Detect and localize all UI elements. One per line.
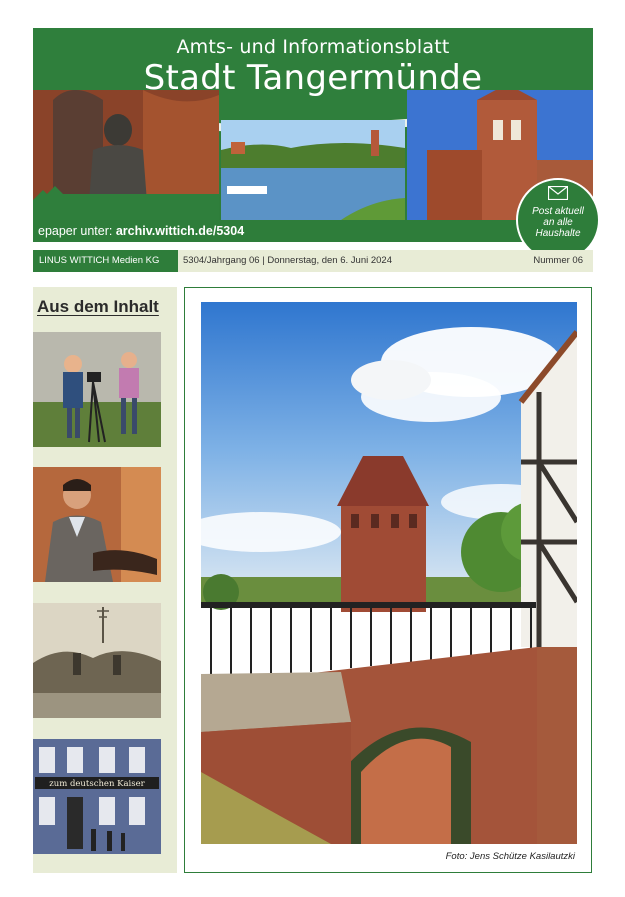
header-photo-statue — [33, 90, 219, 220]
cover-photo-frame — [184, 287, 592, 873]
contents-sidebar — [33, 287, 177, 873]
epaper-link[interactable]: archiv.wittich.de/5304 — [115, 224, 245, 238]
contents-heading: Aus dem Inhalt — [37, 297, 159, 316]
cover-photo-tower-bridge — [201, 302, 577, 844]
contents-thumbnail-kids-camera[interactable] — [33, 332, 161, 447]
epaper-label — [38, 224, 244, 238]
photo-credit: Foto: Jens Schütze Kasilautzki — [445, 851, 575, 862]
stamp-line-1: Post aktuell — [532, 206, 584, 217]
issue-number: Nummer 06 — [533, 255, 583, 266]
epaper-prefix: epaper unter: — [38, 224, 116, 238]
stamp-text — [518, 206, 598, 239]
issue-info-bar — [33, 250, 593, 272]
stamp-line-2: an alle — [543, 217, 573, 228]
issue-info: 5304/Jahrgang 06 | Donnerstag, den 6. Juni 2024 — [183, 255, 392, 266]
masthead-banner — [33, 28, 593, 242]
contents-thumbnail-historic-inn[interactable] — [33, 739, 161, 854]
contents-thumbnail-historic-harvest[interactable] — [33, 603, 161, 718]
contents-thumbnail-man-portrait[interactable] — [33, 467, 161, 582]
publisher-label: LINUS WITTICH Medien KG — [33, 250, 178, 272]
inn-sign-text: zum deutschen Kaiser — [49, 779, 145, 789]
header-photo-river — [221, 120, 405, 220]
envelope-icon — [548, 186, 568, 200]
masthead-subtitle: Amts- und Informationsblatt — [176, 36, 450, 58]
masthead-title: Stadt Tangermünde — [143, 58, 483, 98]
stamp-line-3: Haushalte — [535, 228, 581, 239]
